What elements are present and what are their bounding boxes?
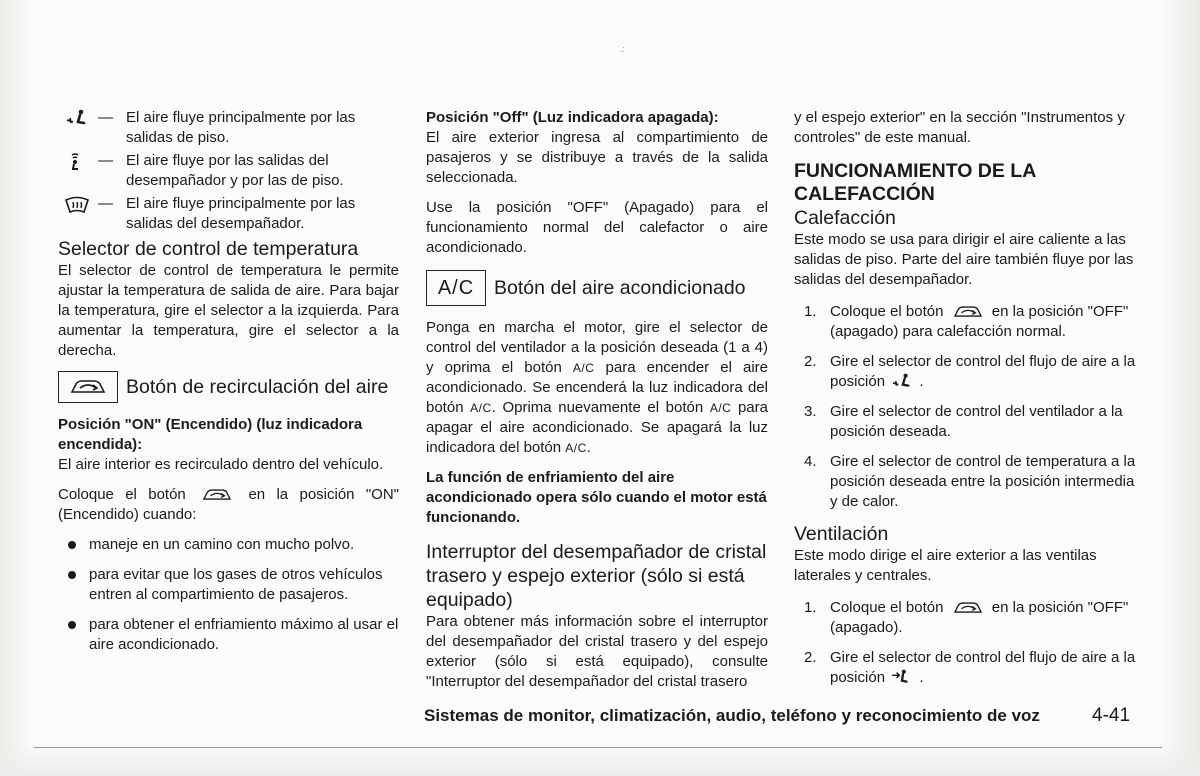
- off-text: El aire exterior ingresa al compartimiento de pasajeros y se distribuye a través de la salida seleccionada.: [426, 129, 768, 186]
- step-number: 2.: [804, 649, 817, 666]
- ac-text: [426, 318, 768, 458]
- bullet-item: para evitar que los gases de otros vehículos entren al compartimiento de pasajeros.: [58, 565, 399, 605]
- off-text-2: Use la posición "OFF" (Apagado) para el funcionamiento normal del calefactor o aire acondicionado.: [426, 199, 768, 256]
- step-post: en la posición "OFF" (apagado).: [830, 599, 1129, 636]
- bottom-rule: [34, 747, 1162, 748]
- step-number: 2.: [804, 353, 817, 370]
- continued-text: y el espejo exterior" en la sección "Instrumentos y controles" de este manual.: [794, 109, 1125, 146]
- ac-inline: A/C: [709, 401, 732, 415]
- recirculation-icon: [58, 371, 118, 403]
- scan-speck: .:: [620, 44, 626, 54]
- heat-step: [794, 302, 1138, 342]
- scan-edge-right: [1160, 0, 1200, 776]
- ac-inline: A/C: [565, 441, 587, 455]
- place-pre: Coloque el botón: [58, 486, 186, 503]
- column-2: [426, 108, 768, 692]
- step-post: en la posición "OFF" (apagado) para calefacción normal.: [830, 303, 1129, 340]
- step-pre: Coloque el botón: [830, 303, 944, 320]
- step-text: Gire el selector de control del ventilador a la posición deseada.: [830, 403, 1123, 440]
- step-post: .: [919, 373, 924, 390]
- heat-step: [794, 452, 1138, 512]
- bullet-item: para obtener el enfriamiento máximo al usar el aire acondicionado.: [58, 615, 399, 655]
- ac-p3: . Oprima nuevamente el botón: [491, 399, 704, 416]
- recirculation-icon: [197, 486, 237, 504]
- floor-vent-icon: [889, 373, 915, 391]
- rear-defrost-heading: Interruptor del desempañador de cristal trasero y espejo exterior (sólo si está equipado): [426, 541, 767, 611]
- step-number: 1.: [804, 303, 817, 320]
- dash-item: [58, 194, 399, 234]
- step-number: 3.: [804, 403, 817, 420]
- step-number: 4.: [804, 453, 817, 470]
- vent-step: [794, 648, 1138, 688]
- page-number: 4-41: [1092, 705, 1131, 726]
- temp-heading: Selector de control de temperatura: [58, 238, 359, 260]
- dash-item-text: El aire fluye principalmente por las salidas del desempañador.: [126, 195, 356, 232]
- heat-heading: Calefacción: [794, 207, 896, 229]
- step-pre: Gire el selector de control del flujo de aire a la posición: [830, 649, 1136, 686]
- step-pre: Gire el selector de control del flujo de aire a la posición: [830, 353, 1136, 390]
- place-post: en la posición "ON" (Encendido) cuando:: [58, 486, 400, 523]
- floor-vent-icon: [64, 109, 90, 129]
- dash: —: [98, 109, 113, 126]
- ac-p1: Ponga en marcha el motor, gire el selector de control del ventilador a la posición deseada (1 a 4) y oprima el botón: [426, 319, 768, 376]
- bullet-item: maneje en un camino con mucho polvo.: [58, 535, 399, 555]
- main-heading: FUNCIONAMIENTO DE LA CALEFACCIÓN: [794, 160, 1036, 205]
- on-heading: Posición "ON" (Encendido) (luz indicadora encendida):: [58, 416, 363, 453]
- dash: —: [98, 152, 113, 169]
- dash-item-text: El aire fluye por las salidas del desempañador y por las de piso.: [126, 152, 344, 189]
- step-post: .: [919, 669, 924, 686]
- rear-defrost-text: Para obtener más información sobre el interruptor del desempañador del cristal trasero y del espejo exterior (sólo si está equipado), consulte "Interruptor del desempañador del cristal trasero: [426, 613, 768, 690]
- defrost-icon: [64, 195, 90, 215]
- step-text: Gire el selector de control de temperatura a la posición deseada entre la posición intermedia y de calor.: [830, 453, 1136, 510]
- vent-heading: Ventilación: [794, 523, 889, 545]
- dash-item: [58, 108, 399, 148]
- step-pre: Coloque el botón: [830, 599, 944, 616]
- ac-button-icon: A/C: [426, 270, 486, 306]
- heat-step: [794, 402, 1138, 442]
- heat-text: Este modo se usa para dirigir el aire caliente a las salidas de piso. Parte del aire también fluye por las salidas del desempañador.: [794, 231, 1134, 288]
- ac-inline: A/C: [572, 361, 595, 375]
- off-heading: Posición "Off" (Luz indicadora apagada):: [426, 109, 719, 126]
- ac-p4: para apagar el aire acondicionado. Se apagará la luz indicadora del botón: [426, 399, 768, 456]
- footer-section-title: Sistemas de monitor, climatización, audio, teléfono y reconocimiento de voz: [424, 706, 1040, 725]
- ac-inline: A/C: [470, 401, 492, 415]
- recirculation-icon: [948, 599, 988, 617]
- scan-edge-bottom: [0, 744, 1200, 776]
- heat-step: [794, 352, 1138, 392]
- step-number: 1.: [804, 599, 817, 616]
- dash-item: [58, 151, 399, 191]
- place-text: [58, 485, 399, 525]
- ac-heading: Botón del aire acondicionado: [494, 277, 746, 299]
- scan-edge-left: [0, 0, 34, 776]
- temp-text: El selector de control de temperatura le permite ajustar la temperatura de salida de aire. Para bajar la temperatura, gire el selector a la izquierda. Para aumentar la temperatura, gire el selector a la derecha.: [58, 262, 399, 359]
- recirc-heading: Botón de recirculación del aire: [126, 376, 389, 398]
- ac-p2: para encender el aire acondicionado. Se encenderá la luz indicadora del botón: [426, 359, 769, 416]
- vent-step: [794, 598, 1138, 638]
- dash-item-text: El aire fluye principalmente por las salidas de piso.: [126, 109, 356, 146]
- recirculation-icon: [948, 303, 988, 321]
- on-text: El aire interior es recirculado dentro del vehículo.: [58, 456, 384, 473]
- column-1: [58, 108, 399, 665]
- vent-text: Este modo dirige el aire exterior a las ventilas laterales y centrales.: [794, 547, 1097, 584]
- ac-warning: La función de enfriamiento del aire acondicionado opera sólo cuando el motor está funcionando.: [426, 469, 767, 526]
- dash: —: [98, 195, 113, 212]
- ac-p5: .: [586, 439, 591, 456]
- column-3: [794, 108, 1138, 698]
- floor-defrost-icon: [64, 152, 90, 172]
- face-vent-icon: [889, 669, 915, 687]
- ac-heading-row: [426, 270, 768, 306]
- recirc-heading-row: [58, 371, 399, 403]
